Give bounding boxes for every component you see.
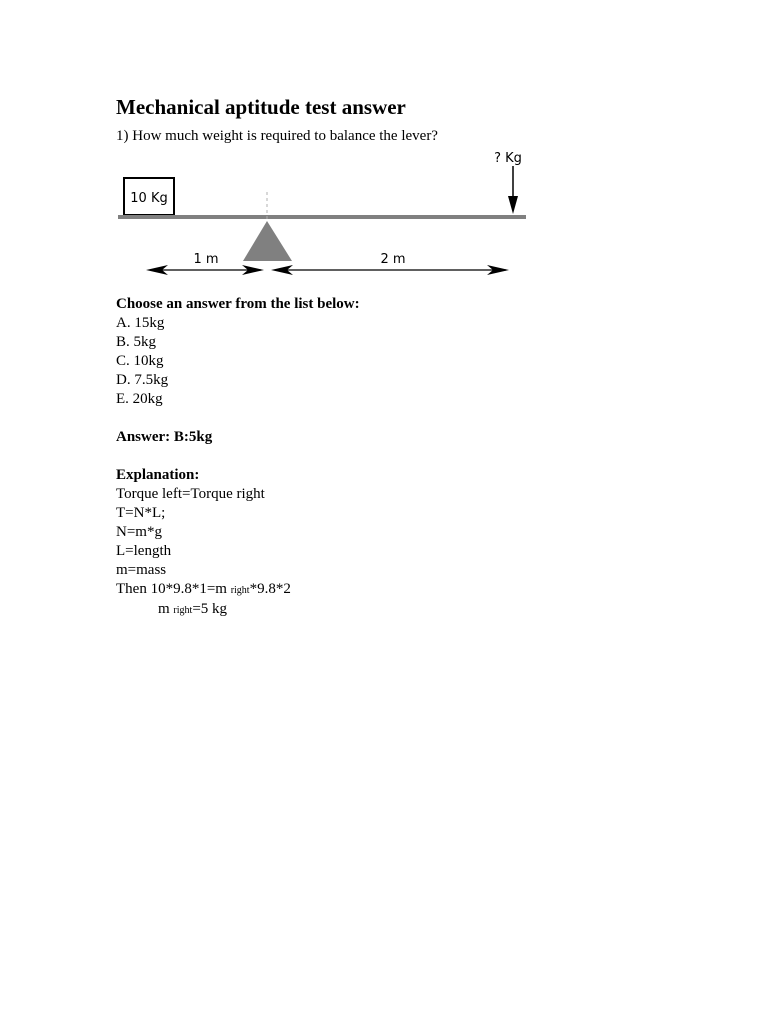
right-force-arrowhead [508, 196, 518, 214]
option-b: B. 5kg [116, 334, 157, 350]
answer-section [116, 295, 360, 620]
result-prefix: m [158, 601, 174, 617]
right-weight-label: ? Kg [494, 151, 522, 166]
explanation-line: L=length [116, 543, 172, 559]
result-suffix: =5 kg [192, 601, 228, 617]
lever-beam [118, 215, 526, 219]
explanation-line: Torque left=Torque right [116, 486, 265, 502]
right-distance-label: 2 m [380, 252, 406, 267]
equation-suffix: *9.8*2 [249, 581, 291, 597]
left-weight-label: 10 Kg [130, 191, 168, 206]
equation-line [116, 580, 360, 600]
question-text: 1) How much weight is required to balance the lever? [116, 128, 438, 144]
option-e: E. 20kg [116, 391, 163, 407]
lever-diagram [116, 146, 536, 286]
option-d: D. 7.5kg [116, 372, 169, 388]
fulcrum-triangle [243, 221, 292, 261]
explanation-line: N=m*g [116, 524, 162, 540]
explanation-line: T=N*L; [116, 505, 166, 521]
answer-text: Answer: B:5kg [116, 429, 213, 445]
equation-subscript: right [230, 585, 250, 596]
left-distance-label: 1 m [193, 252, 219, 267]
equation-prefix: Then 10*9.8*1=m [116, 581, 231, 597]
choose-prompt: Choose an answer from the list below: [116, 296, 360, 312]
explanation-line: m=mass [116, 562, 167, 578]
option-c: C. 10kg [116, 353, 164, 369]
result-line [116, 600, 360, 620]
result-subscript: right [173, 605, 193, 616]
explanation-heading: Explanation: [116, 467, 200, 483]
option-a: A. 15kg [116, 315, 165, 331]
document-page [116, 94, 716, 617]
page-title: Mechanical aptitude test answer [116, 95, 406, 119]
lever-diagram-svg [116, 146, 536, 286]
